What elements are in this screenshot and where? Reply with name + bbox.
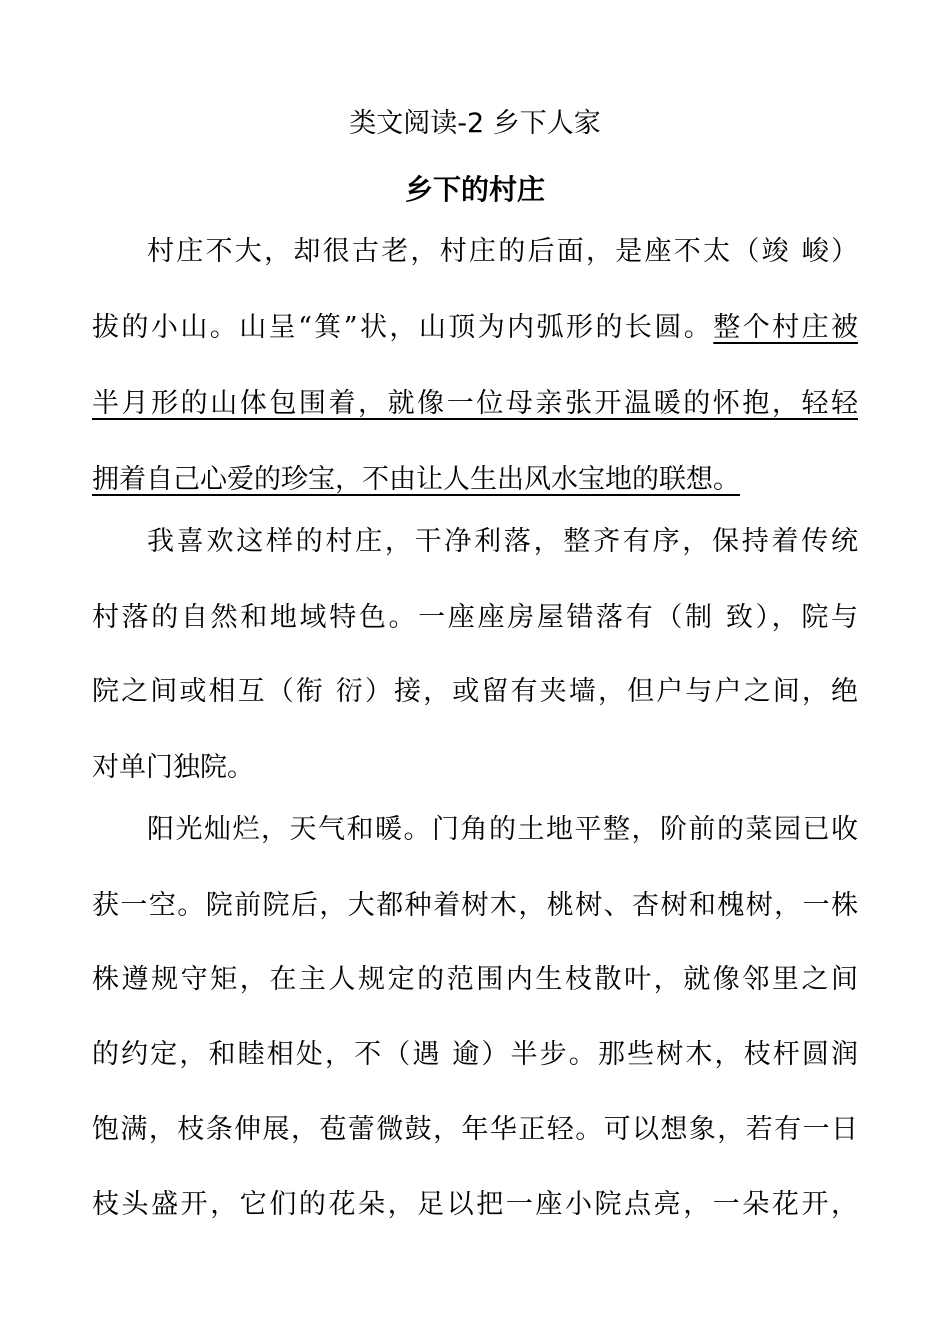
plain-text: 株遵规守矩，在主人规定的范围内生枝散叶，就像邻里之间 — [92, 964, 858, 995]
paragraph-3-line-2 — [92, 886, 858, 926]
paragraph-1-line-2 — [92, 308, 858, 348]
paragraph-3-line-3 — [92, 960, 858, 1000]
plain-text: 饱满，枝条伸展，苞蕾微鼓，年华正轻。可以想象，若有一日 — [92, 1114, 858, 1145]
paragraph-3-line-5 — [92, 1110, 858, 1150]
plain-text: 我喜欢这样的村庄，干净利落，整齐有序，保持着传统 — [147, 526, 858, 557]
paragraph-2-line-2 — [92, 598, 858, 638]
paragraph-3-line-4 — [92, 1035, 858, 1075]
plain-text: 村庄不大，却很古老，村庄的后面，是座不太（竣 峻） — [147, 236, 858, 267]
paragraph-3-line-1 — [147, 810, 858, 850]
plain-text: 获一空。院前院后，大都种着树木，桃树、杏树和槐树，一株 — [92, 890, 858, 921]
paragraph-2-line-1 — [147, 522, 858, 562]
paragraph-2-line-4 — [92, 748, 858, 788]
plain-text: 拔的小山。山呈“箕”状，山顶为内弧形的长圆。 — [92, 312, 714, 343]
paragraph-1-line-1 — [147, 232, 858, 272]
paragraph-1-line-4 — [92, 460, 858, 500]
paragraph-3-line-6 — [92, 1185, 858, 1225]
paragraph-1-line-3 — [92, 384, 858, 424]
paragraph-2-line-3 — [92, 672, 858, 712]
plain-text: 对单门独院。 — [92, 752, 254, 783]
plain-text: 枝头盛开，它们的花朵，足以把一座小院点亮，一朵花开， — [92, 1189, 858, 1220]
plain-text: 的约定，和睦相处，不（遇 逾）半步。那些树木，枝杆圆润 — [92, 1039, 858, 1070]
underlined-text: 拥着自己心爱的珍宝，不由让人生出风水宝地的联想。 — [92, 464, 740, 495]
plain-text: 院之间或相互（衔 衍）接，或留有夹墙，但户与户之间，绝 — [92, 676, 858, 707]
underlined-text: 半月形的山体包围着，就像一位母亲张开温暖的怀抱，轻轻 — [92, 388, 858, 419]
plain-text: 阳光灿烂，天气和暖。门角的土地平整，阶前的菜园已收 — [147, 814, 858, 845]
document-title: 类文阅读-2 乡下人家 — [349, 108, 601, 139]
underlined-text: 整个村庄被 — [713, 312, 859, 343]
essay-title: 乡下的村庄 — [404, 173, 545, 206]
plain-text: 村落的自然和地域特色。一座座房屋错落有（制 致），院与 — [92, 602, 858, 633]
